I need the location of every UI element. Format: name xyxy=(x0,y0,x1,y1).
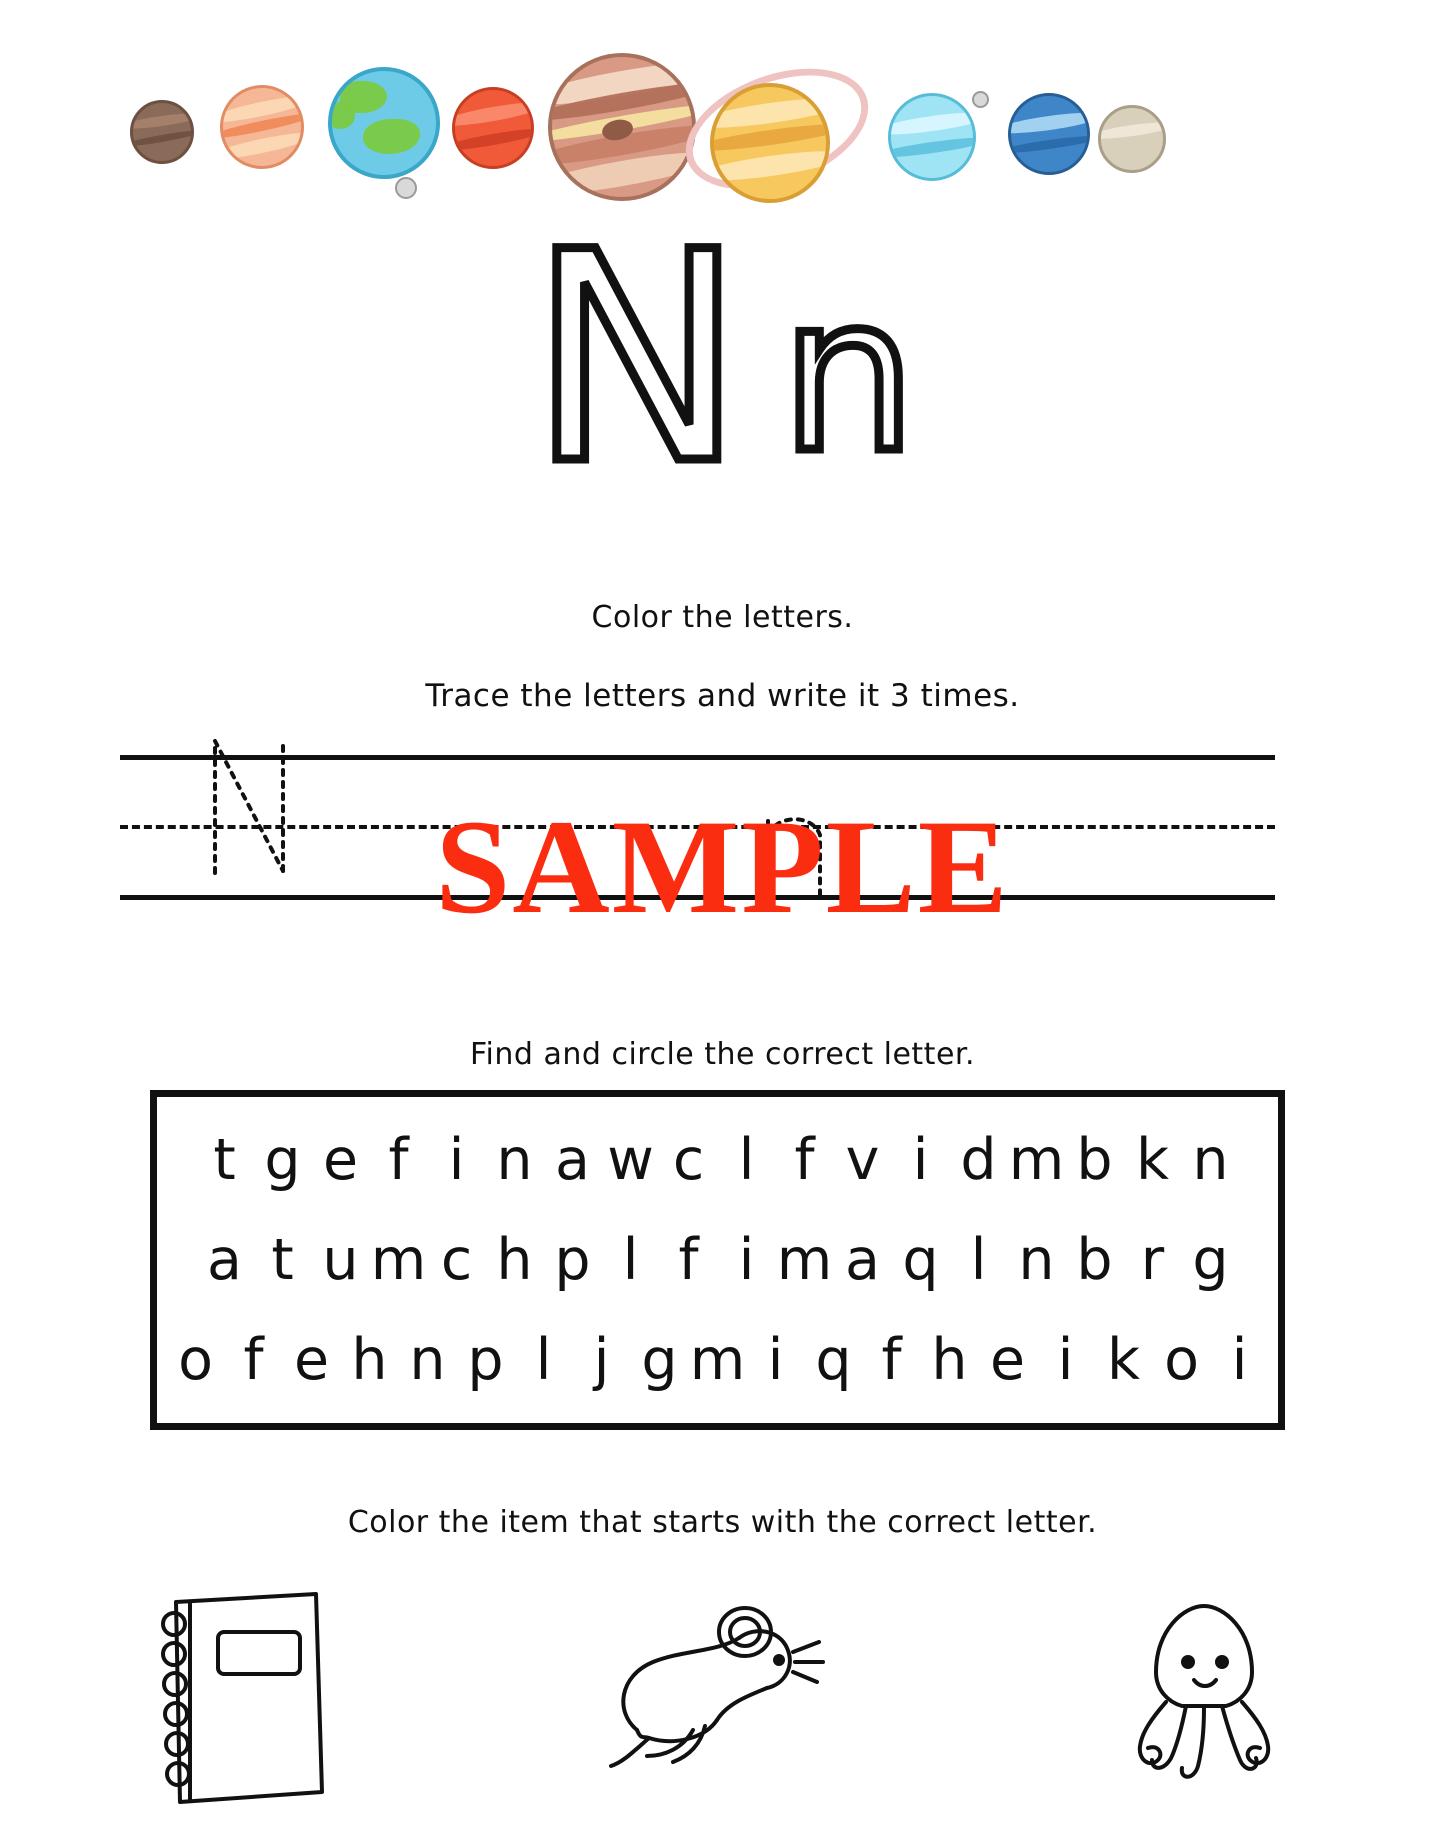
instruction-trace-letters: Trace the letters and write it 3 times. xyxy=(425,678,1020,714)
letter-cell[interactable]: i xyxy=(912,1126,929,1193)
letter-cell[interactable]: b xyxy=(1076,1126,1113,1193)
letter-cell[interactable]: f xyxy=(794,1126,815,1193)
letter-cell[interactable]: m xyxy=(370,1226,427,1293)
letter-cell[interactable]: j xyxy=(593,1326,610,1393)
letter-cell[interactable]: r xyxy=(1140,1226,1165,1293)
notebook-icon xyxy=(146,1580,336,1810)
planet-saturn xyxy=(710,83,830,203)
big-letter-lowercase: n xyxy=(780,249,917,500)
letter-cell[interactable]: q xyxy=(815,1326,852,1393)
planet-mars xyxy=(452,87,534,169)
letter-cell[interactable]: l xyxy=(738,1126,755,1193)
planet-neptune xyxy=(1008,93,1090,175)
letter-search-grid xyxy=(150,1090,1285,1430)
letter-cell[interactable]: h xyxy=(496,1226,533,1293)
letter-cell[interactable]: l xyxy=(535,1326,552,1393)
letter-cell[interactable]: t xyxy=(213,1126,236,1193)
letter-cell[interactable]: g xyxy=(641,1326,678,1393)
big-letter-uppercase: N xyxy=(528,191,776,528)
letter-cell[interactable]: f xyxy=(678,1226,699,1293)
letter-cell[interactable]: m xyxy=(1008,1126,1065,1193)
planet-earth xyxy=(328,67,440,179)
letter-cell[interactable]: e xyxy=(989,1326,1026,1393)
letter-cell[interactable]: e xyxy=(322,1126,359,1193)
mouse-icon xyxy=(597,1580,847,1780)
big-letter-display xyxy=(0,191,1445,528)
letter-cell[interactable]: i xyxy=(1057,1326,1074,1393)
planet-jupiter xyxy=(548,53,696,201)
letter-cell[interactable]: n xyxy=(1192,1126,1229,1193)
letter-cell[interactable]: e xyxy=(293,1326,330,1393)
letter-cell[interactable]: o xyxy=(1164,1326,1199,1393)
letter-cell[interactable]: p xyxy=(554,1226,591,1293)
letter-cell[interactable]: h xyxy=(931,1326,968,1393)
moon-icon xyxy=(395,177,417,199)
letter-cell[interactable]: f xyxy=(388,1126,409,1193)
picture-option-octopus[interactable] xyxy=(1054,1580,1354,1820)
letter-cell[interactable]: p xyxy=(467,1326,504,1393)
instruction-color-letters: Color the letters. xyxy=(591,600,854,635)
letter-cell[interactable]: l xyxy=(622,1226,639,1293)
letter-cell[interactable]: q xyxy=(902,1226,939,1293)
picture-row xyxy=(0,1580,1445,1820)
letter-cell[interactable]: w xyxy=(607,1126,654,1193)
letter-grid-row xyxy=(157,1110,1278,1210)
letter-cell[interactable]: g xyxy=(1192,1226,1229,1293)
letter-cell[interactable]: m xyxy=(689,1326,746,1393)
letter-cell[interactable]: a xyxy=(555,1126,590,1193)
letter-cell[interactable]: t xyxy=(271,1226,294,1293)
letter-cell[interactable]: f xyxy=(881,1326,902,1393)
planet-venus xyxy=(220,85,304,169)
letter-cell[interactable]: c xyxy=(672,1126,705,1193)
picture-option-mouse[interactable] xyxy=(572,1580,872,1820)
instruction-color-item: Color the item that starts with the correct letter. xyxy=(347,1505,1098,1540)
letter-cell[interactable]: d xyxy=(960,1126,997,1193)
planet-uranus xyxy=(888,93,976,181)
letter-cell[interactable]: f xyxy=(243,1326,264,1393)
letter-cell[interactable]: m xyxy=(776,1226,833,1293)
instruction-find-circle: Find and circle the correct letter. xyxy=(469,1037,976,1072)
letter-cell[interactable]: c xyxy=(440,1226,473,1293)
sample-watermark: SAMPLE xyxy=(435,793,1010,942)
octopus-icon xyxy=(1094,1580,1314,1790)
letter-cell[interactable]: v xyxy=(845,1126,880,1193)
letter-cell[interactable]: o xyxy=(178,1326,213,1393)
letter-cell[interactable]: i xyxy=(1231,1326,1248,1393)
picture-option-notebook[interactable] xyxy=(91,1580,391,1820)
planet-mercury xyxy=(130,100,194,164)
letter-cell[interactable]: n xyxy=(496,1126,533,1193)
letter-cell[interactable]: i xyxy=(448,1126,465,1193)
letter-grid-row xyxy=(157,1310,1278,1410)
letter-cell[interactable]: h xyxy=(351,1326,388,1393)
letter-cell[interactable]: i xyxy=(738,1226,755,1293)
planet-pluto xyxy=(1098,105,1166,173)
letter-cell[interactable]: k xyxy=(1135,1126,1169,1193)
letter-cell[interactable]: b xyxy=(1076,1226,1113,1293)
letter-cell[interactable]: a xyxy=(207,1226,242,1293)
letter-grid-row xyxy=(157,1210,1278,1310)
letter-cell[interactable]: u xyxy=(322,1226,359,1293)
letter-cell[interactable]: n xyxy=(409,1326,446,1393)
moon-small-icon xyxy=(972,91,989,108)
letter-cell[interactable]: a xyxy=(845,1226,880,1293)
letter-cell[interactable]: i xyxy=(767,1326,784,1393)
planet-banner xyxy=(130,55,1130,195)
letter-cell[interactable]: l xyxy=(970,1226,987,1293)
letter-cell[interactable]: g xyxy=(264,1126,301,1193)
letter-cell[interactable]: n xyxy=(1018,1226,1055,1293)
letter-cell[interactable]: k xyxy=(1106,1326,1140,1393)
